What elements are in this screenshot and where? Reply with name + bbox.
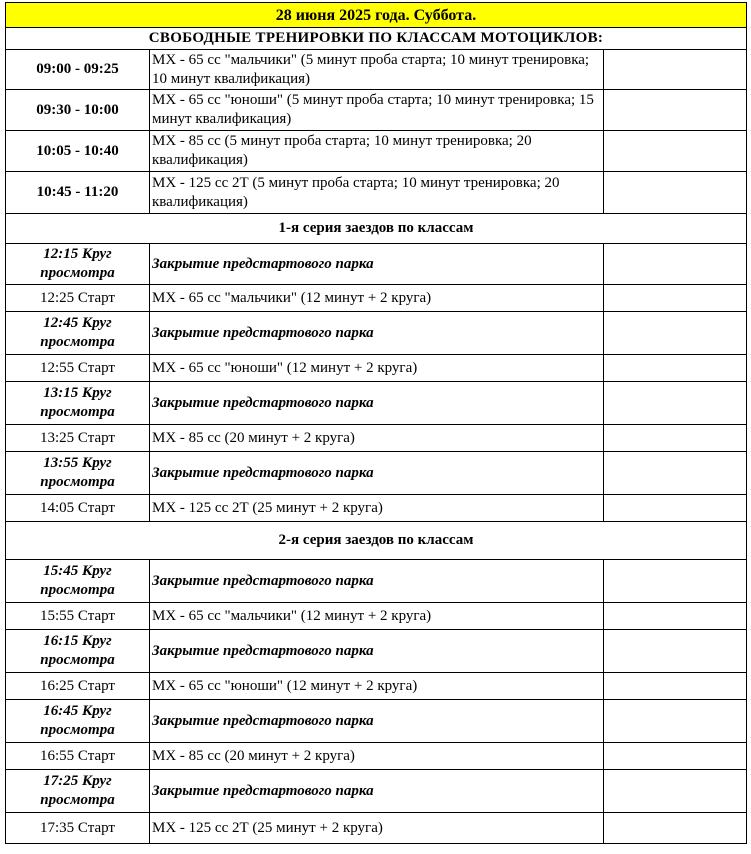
desc-cell: МХ - 85 сс (5 минут проба старта; 10 минут тренировка; 20 квалификация)	[150, 131, 604, 172]
table-row	[6, 630, 747, 673]
empty-cell	[604, 50, 747, 90]
desc-cell: МХ - 125 сс 2Т (5 минут проба старта; 10 минут тренировка; 20 квалификация)	[150, 172, 604, 214]
table-row	[6, 312, 747, 355]
desc-cell: Закрытие предстартового парка	[150, 452, 604, 495]
series1-heading: 1-я серия заездов по классам	[6, 214, 747, 244]
time-cell: 10:45 - 11:20	[6, 172, 150, 214]
practice-heading-text: СВОБОДНЫЕ ТРЕНИРОВКИ ПО КЛАССАМ МОТОЦИКЛОВ:	[148, 30, 604, 46]
table-row	[6, 770, 747, 813]
empty-cell	[604, 285, 747, 312]
table-row	[6, 743, 747, 770]
time-cell: 15:55 Старт	[6, 603, 150, 630]
empty-cell	[604, 244, 747, 285]
time-cell: 12:55 Старт	[6, 355, 150, 382]
empty-cell	[604, 131, 747, 172]
table-row	[6, 382, 747, 425]
time-cell: 12:15 Круг просмотра	[6, 244, 150, 285]
empty-cell	[604, 743, 747, 770]
empty-cell	[604, 90, 747, 131]
schedule-table	[5, 2, 747, 844]
desc-cell: МХ - 65 сс "юноши" (12 минут + 2 круга)	[150, 673, 604, 700]
time-cell: 12:45 Круг просмотра	[6, 312, 150, 355]
table-row	[6, 244, 747, 285]
empty-cell	[604, 770, 747, 813]
desc-cell: Закрытие предстартового парка	[150, 630, 604, 673]
desc-cell: Закрытие предстартового парка	[150, 560, 604, 603]
empty-cell	[604, 700, 747, 743]
time-cell: 13:15 Круг просмотра	[6, 382, 150, 425]
time-cell: 16:45 Круг просмотра	[6, 700, 150, 743]
desc-cell: Закрытие предстартового парка	[150, 770, 604, 813]
desc-cell: Закрытие предстартового парка	[150, 382, 604, 425]
desc-cell: МХ - 65 сс "мальчики" (5 минут проба старта; 10 минут тренировка; 10 минут квалификация)	[150, 50, 604, 90]
desc-cell: МХ - 65 сс "юноши" (12 минут + 2 круга)	[150, 355, 604, 382]
table-row	[6, 90, 747, 131]
practice-heading	[6, 28, 747, 50]
empty-cell	[604, 630, 747, 673]
desc-cell: МХ - 125 сс 2Т (25 минут + 2 круга)	[150, 495, 604, 522]
time-cell: 13:25 Старт	[6, 425, 150, 452]
section-heading-row	[6, 28, 747, 50]
time-cell: 10:05 - 10:40	[6, 131, 150, 172]
page-title: 28 июня 2025 года. Суббота.	[6, 3, 747, 28]
table-row	[6, 355, 747, 382]
title-row	[6, 3, 747, 28]
desc-cell: МХ - 65 сс "мальчики" (12 минут + 2 круга)	[150, 603, 604, 630]
time-cell: 14:05 Старт	[6, 495, 150, 522]
time-cell: 16:15 Круг просмотра	[6, 630, 150, 673]
empty-cell	[604, 382, 747, 425]
empty-cell	[604, 673, 747, 700]
desc-cell: МХ - 85 сс (20 минут + 2 круга)	[150, 425, 604, 452]
table-row	[6, 603, 747, 630]
table-row	[6, 50, 747, 90]
empty-cell	[604, 813, 747, 844]
empty-cell	[604, 355, 747, 382]
table-row	[6, 673, 747, 700]
desc-cell: МХ - 125 сс 2Т (25 минут + 2 круга)	[150, 813, 604, 844]
section-heading-row	[6, 522, 747, 560]
table-row	[6, 425, 747, 452]
table-row	[6, 172, 747, 214]
desc-cell: Закрытие предстартового парка	[150, 700, 604, 743]
table-row	[6, 452, 747, 495]
empty-cell	[604, 452, 747, 495]
empty-cell	[604, 425, 747, 452]
table-row	[6, 495, 747, 522]
desc-cell: Закрытие предстартового парка	[150, 312, 604, 355]
empty-cell	[604, 495, 747, 522]
desc-cell: МХ - 65 сс "мальчики" (12 минут + 2 круга)	[150, 285, 604, 312]
time-cell: 16:55 Старт	[6, 743, 150, 770]
desc-cell: МХ - 65 сс "юноши" (5 минут проба старта; 10 минут тренировка; 15 минут квалификация)	[150, 90, 604, 131]
table-row	[6, 285, 747, 312]
desc-cell: Закрытие предстартового парка	[150, 244, 604, 285]
empty-cell	[604, 312, 747, 355]
table-row	[6, 131, 747, 172]
table-row	[6, 560, 747, 603]
table-row	[6, 700, 747, 743]
time-cell: 09:00 - 09:25	[6, 50, 150, 90]
empty-cell	[604, 172, 747, 214]
time-cell: 13:55 Круг просмотра	[6, 452, 150, 495]
time-cell: 15:45 Круг просмотра	[6, 560, 150, 603]
time-cell: 09:30 - 10:00	[6, 90, 150, 131]
section-heading-row	[6, 214, 747, 244]
time-cell: 17:35 Старт	[6, 813, 150, 844]
desc-cell: МХ - 85 сс (20 минут + 2 круга)	[150, 743, 604, 770]
table-row	[6, 813, 747, 844]
time-cell: 17:25 Круг просмотра	[6, 770, 150, 813]
time-cell: 12:25 Старт	[6, 285, 150, 312]
time-cell: 16:25 Старт	[6, 673, 150, 700]
empty-cell	[604, 560, 747, 603]
series2-heading: 2-я серия заездов по классам	[6, 522, 747, 560]
empty-cell	[604, 603, 747, 630]
